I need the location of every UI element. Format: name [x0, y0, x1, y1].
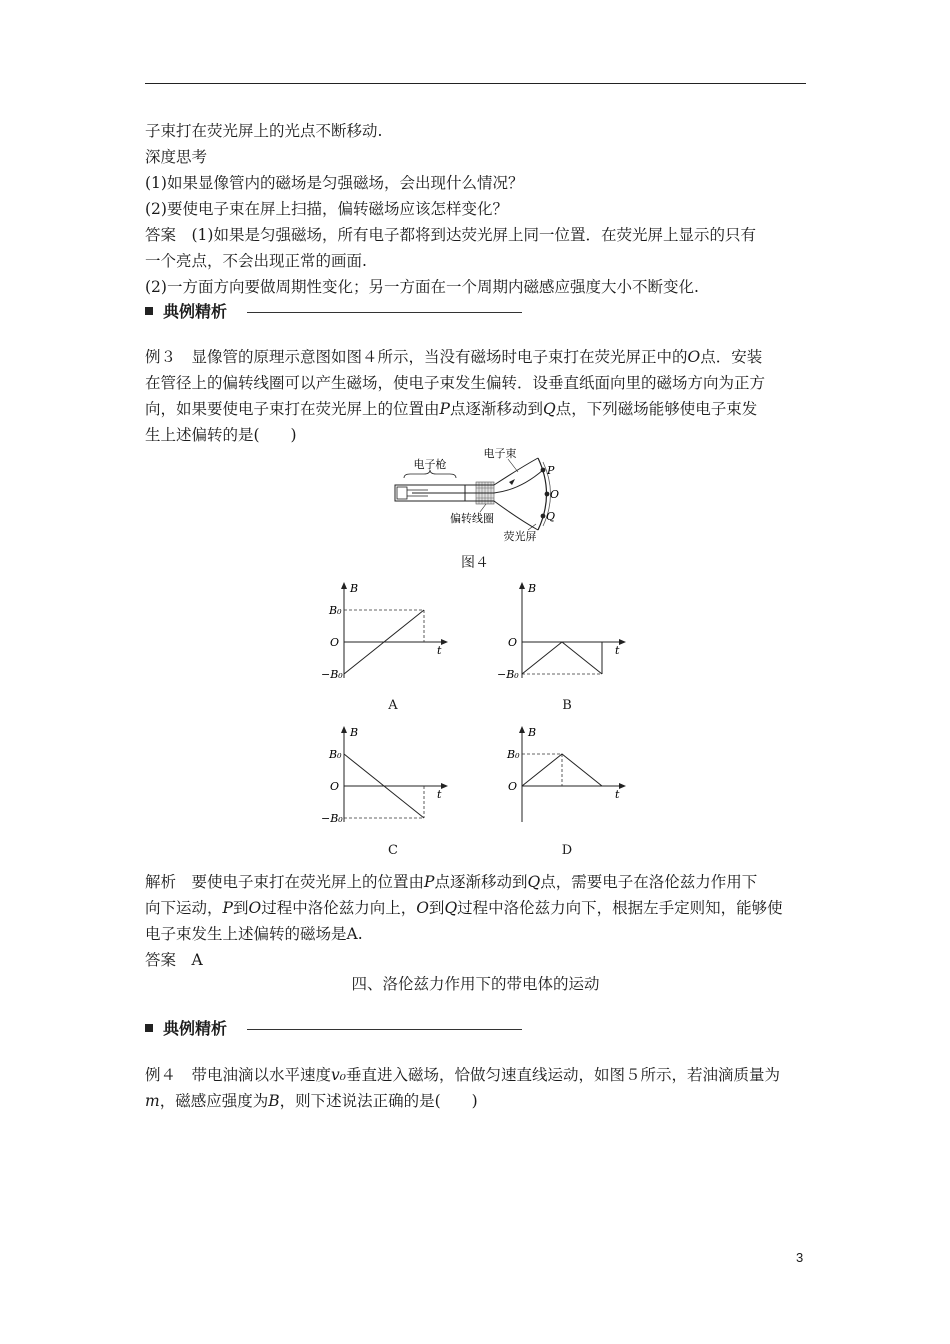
example-3-line: 在管径上的偏转线圈可以产生磁场，使电子束发生偏转．设垂直纸面向里的磁场方向为正方 [145, 374, 766, 392]
point-p-label: P [547, 464, 555, 477]
analysis-line: 向下运动，P到O过程中洛伦兹力向上，O到Q过程中洛伦兹力向下，根据左手定则知，能够使 [145, 899, 783, 917]
section-rule [247, 1029, 522, 1030]
point-o-label: O [550, 488, 560, 501]
neg-b0-label: −B₀ [321, 668, 343, 681]
text-line: (1)如果显像管内的磁场是匀强磁场，会出现什么情况？ [145, 174, 524, 192]
graph-b [488, 578, 638, 688]
b0-label: B₀ [329, 604, 342, 617]
example-4-line: m，磁感应强度为B，则下述说法正确的是( ) [145, 1092, 478, 1110]
b0-label: B₀ [329, 748, 342, 761]
coil-label: 偏转线圈 [450, 512, 494, 525]
header-rule [145, 83, 806, 84]
point-q-label: Q [546, 510, 556, 523]
axis-b-label: B [350, 726, 359, 739]
axis-b-label: B [528, 582, 537, 595]
beam-label: 电子束 [483, 448, 517, 460]
square-bullet-icon [145, 307, 153, 315]
example-3-line: 向，如果要使电子束打在荧光屏上的位置由P点逐渐移动到Q点，下列磁场能够使电子束发 [145, 400, 758, 418]
example-3-line: 生上述偏转的是( ) [145, 426, 297, 444]
section-heading [145, 1018, 227, 1040]
crt-diagram [390, 448, 570, 543]
square-bullet-icon [145, 1024, 153, 1032]
gun-label: 电子枪 [413, 458, 447, 471]
section-heading-text: 典例精析 [163, 302, 228, 321]
section-heading [145, 301, 227, 323]
neg-b0-label: −B₀ [497, 668, 519, 681]
text-line: (2)要使电子束在屏上扫描，偏转磁场应该怎样变化？ [145, 200, 508, 218]
example-4-line: 例４ 带电油滴以水平速度v₀垂直进入磁场，恰做匀速直线运动，如图５所示，若油滴质量为 [145, 1066, 781, 1084]
analysis-line: 电子束发生上述偏转的磁场是A. [145, 925, 363, 943]
option-d-label: D [561, 843, 573, 858]
analysis-line: 解析 要使电子束打在荧光屏上的位置由P点逐渐移动到Q点，需要电子在洛伦兹力作用下 [145, 873, 758, 891]
section-title: 四、洛伦兹力作用下的带电体的运动 [351, 975, 600, 993]
axis-t-label: t [615, 644, 620, 657]
axis-t-label: t [615, 788, 620, 801]
graph-d [488, 722, 638, 832]
screen-label: 荧光屏 [503, 530, 537, 543]
text-line: 深度思考 [145, 148, 208, 166]
axis-t-label: t [437, 644, 442, 657]
origin-label: O [330, 780, 340, 793]
section-rule [247, 312, 522, 313]
b0-label: B₀ [507, 748, 520, 761]
graph-a [310, 578, 460, 688]
page-number: 3 [796, 1250, 804, 1265]
answer-line: 答案 A [145, 951, 203, 969]
origin-label: O [508, 780, 518, 793]
graph-c [310, 722, 460, 832]
neg-b0-label: −B₀ [321, 812, 343, 825]
axis-b-label: B [350, 582, 359, 595]
origin-label: O [508, 636, 518, 649]
figure-4-caption: 图４ [461, 555, 489, 571]
origin-label: O [330, 636, 340, 649]
axis-b-label: B [528, 726, 537, 739]
text-line: 答案 (1)如果是匀强磁场，所有电子都将到达荧光屏上同一位置．在荧光屏上显示的只有 [145, 226, 756, 244]
option-c-label: C [388, 843, 398, 858]
section-heading-text: 典例精析 [163, 1019, 228, 1038]
text-line: (2)一方面方向要做周期性变化；另一方面在一个周期内磁感应强度大小不断变化. [145, 278, 699, 296]
text-line: 一个亮点，不会出现正常的画面. [145, 252, 367, 270]
option-a-label: A [388, 698, 398, 713]
text-line: 子束打在荧光屏上的光点不断移动. [145, 122, 383, 140]
example-3-line: 例３ 显像管的原理示意图如图４所示，当没有磁场时电子束打在荧光屏正中的O点．安装 [145, 348, 763, 366]
option-b-label: B [562, 698, 572, 713]
axis-t-label: t [437, 788, 442, 801]
